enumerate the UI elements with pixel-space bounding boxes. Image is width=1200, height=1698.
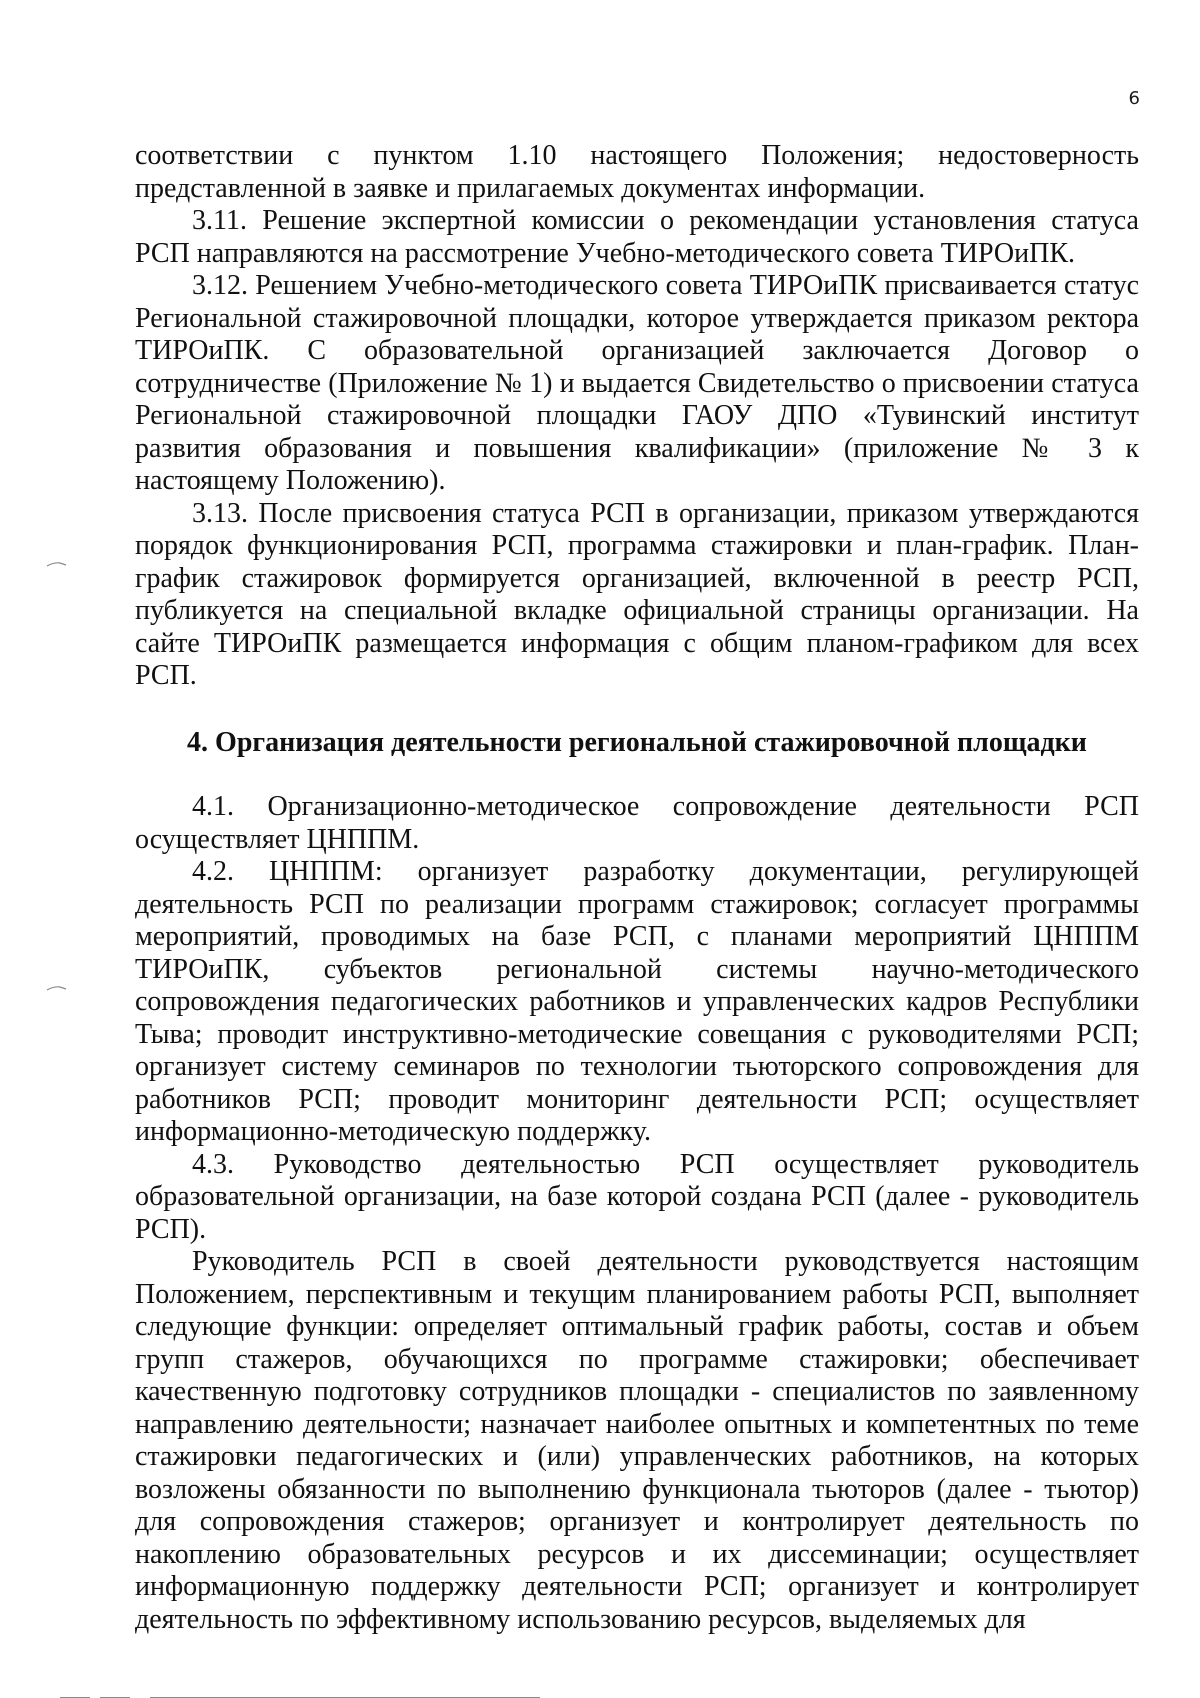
paragraph-head-functions: Руководитель РСП в своей деятельности руководствуется настоящим Положением, перспективным и текущим планированием работы РСП, выполняет следующие функции: определяет оптимальный график работы, состав и объем групп стажеров, обучающихся по программе стажировки; обеспечивает качественную подготовку сотрудников площадки - специалистов по заявленному направлению деятельности; назначает наиболее опытных и компетентных по теме стажировки педагогических и (или) управленческих работников, на которых возложены обязанности по выполнению функционала тьюторов (далее - тьютор) для сопровождения стажеров; организует и контролирует деятельность по накоплению образовательных ресурсов и их диссеминации; осуществляет информационную поддержку деятельности РСП; организует и контролирует деятельность по эффективному использованию ресурсов, выделяемых для	[135, 1246, 1139, 1635]
paragraph-3-12: 3.12. Решением Учебно-методического совета ТИРОиПК присваивается статус Региональной стажировочной площадки, которое утверждается приказом ректора ТИРОиПК. С образовательной организацией заключается Договор о сотрудничестве (Приложение № 1) и выдается Свидетельство о присвоении статуса Региональной стажировочной площадки ГАОУ ДПО «Тувинский институт развития образования и повышения квалификации» (приложение № 3 к настоящему Положению).	[135, 270, 1139, 496]
paragraph-4-1: 4.1. Организационно-методическое сопровождение деятельности РСП осуществляет ЦНППМ.	[135, 791, 1139, 855]
scan-mark	[46, 560, 68, 568]
paragraph-4-3: 4.3. Руководство деятельностью РСП осуществляет руководитель образовательной организации, на базе которой создана РСП (далее - руководитель РСП).	[135, 1148, 1139, 1245]
scan-mark	[46, 984, 68, 992]
paragraph-4-2: 4.2. ЦНППМ: организует разработку документации, регулирующей деятельность РСП по реализации программ стажировок; согласует программы мероприятий, проводимых на базе РСП, с планами мероприятий ЦНППМ ТИРОиПК, субъектов региональной системы научно-методического сопровождения педагогических работников и управленческих кадров Республики Тыва; проводит инструктивно-методические совещания с руководителями РСП; организует систему семинаров по технологии тьюторского сопровождения для работников РСП; проводит мониторинг деятельности РСП; осуществляет информационно-методическую поддержку.	[135, 856, 1139, 1147]
paragraph-3-11: 3.11. Решение экспертной комиссии о рекомендации установления статуса РСП направляются на рассмотрение Учебно-методического совета ТИРОиПК.	[135, 205, 1139, 269]
scan-edge-line	[60, 1686, 540, 1689]
paragraph-3-13: 3.13. После присвоения статуса РСП в организации, приказом утверждаются порядок функционирования РСП, программа стажировки и план-график. План-график стажировок формируется организацией, включенной в реестр РСП, публикуется на специальной вкладке официальной страницы организации. На сайте ТИРОиПК размещается информация с общим планом-графиком для всех РСП.	[135, 497, 1139, 691]
document-body	[135, 140, 1139, 1636]
page-number: 6	[1128, 88, 1140, 109]
paragraph-continuation: соответствии с пунктом 1.10 настоящего Положения; недостоверность представленной в заявке и прилагаемых документах информации.	[135, 140, 1139, 204]
section-heading: 4. Организация деятельности региональной стажировочной площадки	[187, 726, 1087, 758]
